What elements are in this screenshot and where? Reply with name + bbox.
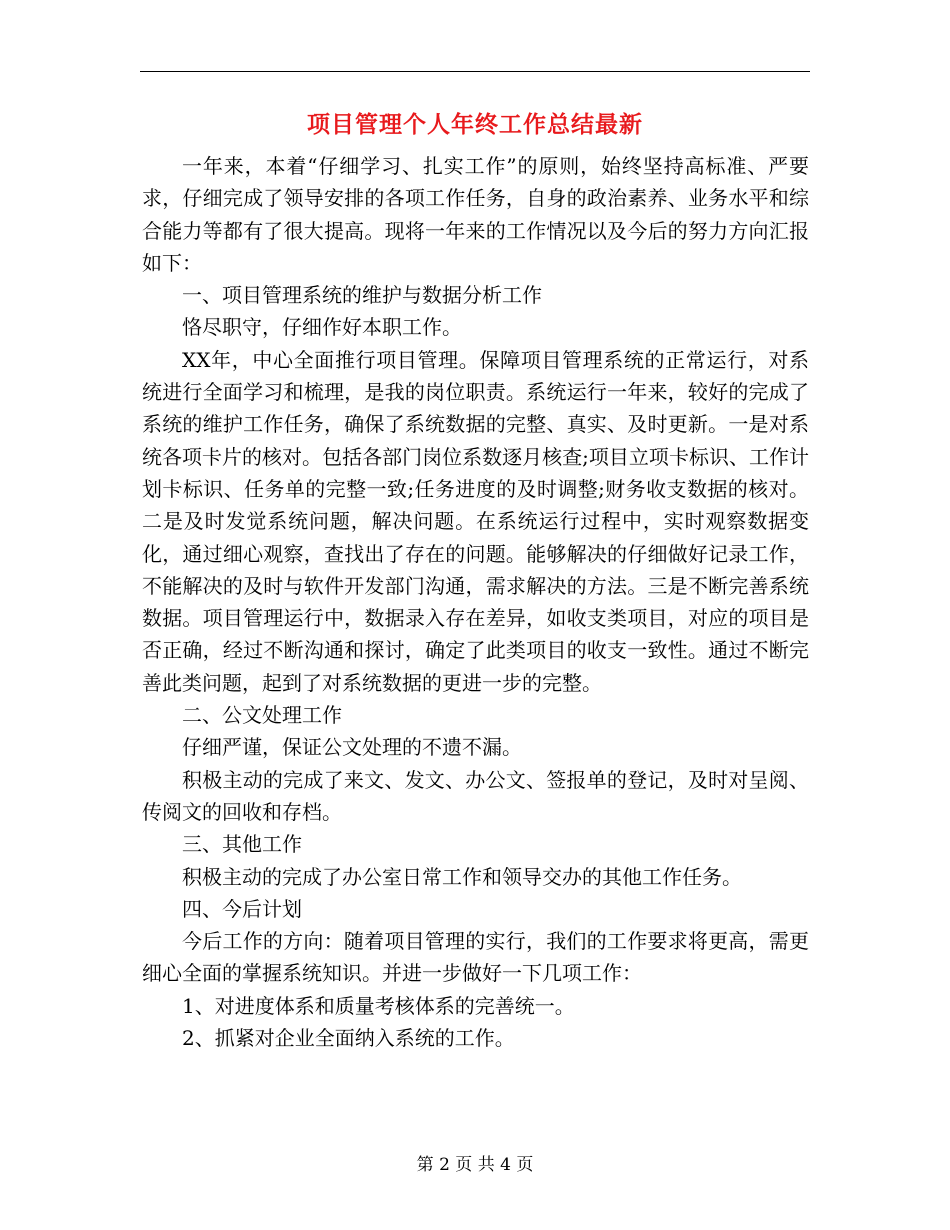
document-title: 项目管理个人年终工作总结最新 [307,111,643,138]
paragraph-intro: 一年来，本着“仔细学习、扎实工作”的原则，始终坚持高标准、严要求，仔细完成了领导安排的各项工作任务，自身的政治素养、业务水平和综合能力等都有了很大提高。现将一年来的工作情况以及今后的努力方向汇报如下： [142,154,809,275]
paragraph: 今后工作的方向：随着项目管理的实行，我们的工作要求将更高，需更细心全面的掌握系统知识。并进一步做好一下几项工作： [142,929,809,986]
header-rule [140,71,810,72]
page-number-footer: 第 2 页 共 4 页 [416,1155,534,1175]
section-heading-2: 二、公文处理工作 [182,703,342,728]
paragraph: 仔细严谨，保证公文处理的不遗不漏。 [182,735,522,760]
section-heading-1: 一、项目管理系统的维护与数据分析工作 [182,283,542,308]
paragraph: 恪尽职守，仔细作好本职工作。 [182,315,462,340]
list-item: 2、抓紧对企业全面纳入系统的工作。 [182,1026,515,1051]
section-heading-3: 三、其他工作 [182,832,302,857]
paragraph: XX年，中心全面推行项目管理。保障项目管理系统的正常运行，对系统进行全面学习和梳理，是我的岗位职责。系统运行一年来，较好的完成了系统的维护工作任务，确保了系统数据的完整、真实、及时更新。一是对系统各项卡片的核对。包括各部门岗位系数逐月核查;项目立项卡标识、工作计划卡标识、任务单的完整一致;任务进度的及时调整;财务收支数据的核对。二是及时发觉系统问题，解决问题。在系统运行过程中，实时观察数据变化，通过细心观察，查找出了存在的问题。能够解决的仔细做好记录工作，不能解决的及时与软件开发部门沟通，需求解决的方法。三是不断完善系统数据。项目管理运行中，数据录入存在差异，如收支类项目，对应的项目是否正确，经过不断沟通和探讨，确定了此类项目的收支一致性。通过不断完善此类问题，起到了对系统数据的更进一步的完整。 [142,347,809,695]
document-body [142,150,809,1054]
section-heading-4: 四、今后计划 [182,896,302,921]
paragraph: 积极主动的完成了来文、发文、办公文、签报单的登记，及时对呈阅、传阅文的回收和存档。 [142,767,809,824]
list-item: 1、对进度体系和质量考核体系的完善统一。 [182,993,575,1018]
paragraph: 积极主动的完成了办公室日常工作和领导交办的其他工作任务。 [182,864,742,889]
